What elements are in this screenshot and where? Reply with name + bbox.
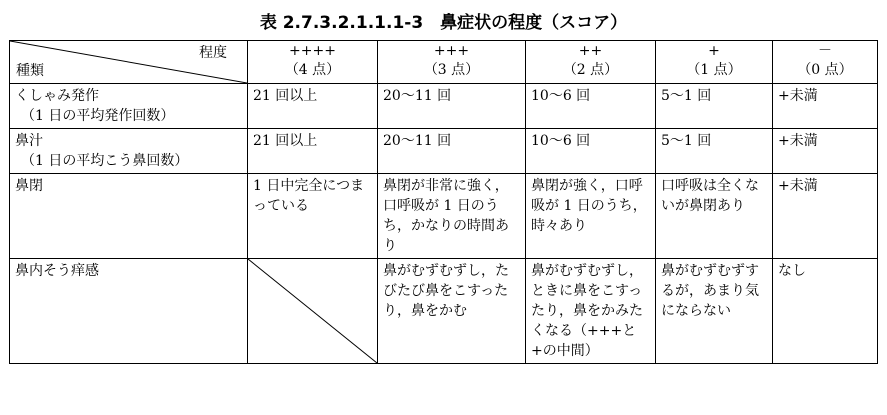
score-cell: 口呼吸は全くないが鼻閉あり [656, 174, 773, 259]
score-cell: +未満 [773, 129, 878, 174]
level-header-cell [773, 41, 878, 84]
score-cell: 21 回以上 [248, 84, 378, 129]
table-row-nasal-congestion [10, 174, 878, 259]
level-symbol: +++ [433, 43, 470, 59]
corner-label-type: 種類 [16, 63, 44, 79]
level-symbol: ++ [578, 43, 603, 59]
not-applicable-cell [248, 259, 378, 364]
row-label-cell [10, 84, 248, 129]
score-cell: 10～6 回 [526, 129, 656, 174]
score-cell: 鼻がむずむずするが，あまり気にならない [656, 259, 773, 364]
corner-header-cell [10, 41, 248, 84]
score-cell: 5～1 回 [656, 129, 773, 174]
diagonal-slash [248, 259, 377, 363]
table-row-nasal-itching [10, 259, 878, 364]
score-cell: 鼻閉が非常に強く，口呼吸が 1 日のうち，かなりの時間あり [378, 174, 526, 259]
score-cell: なし [773, 259, 878, 364]
row-label-cell [10, 174, 248, 259]
level-symbol: － [818, 43, 832, 59]
score-cell: 20～11 回 [378, 129, 526, 174]
header-row [10, 41, 878, 84]
score-cell: 21 回以上 [248, 129, 378, 174]
level-header-cell [656, 41, 773, 84]
score-cell: +未満 [773, 84, 878, 129]
level-points: （2 点） [562, 62, 619, 78]
score-cell: 1 日中完全につまっている [248, 174, 378, 259]
level-points: （0 点） [797, 62, 853, 78]
row-label-cell [10, 129, 248, 174]
score-cell: 鼻がむずむずし，ときに鼻をこすったり，鼻をかみたくなる（+++と+の中間） [526, 259, 656, 364]
level-header-cell [248, 41, 378, 84]
level-points: （1 点） [686, 62, 742, 78]
score-cell: 5～1 回 [656, 84, 773, 129]
score-cell: 20～11 回 [378, 84, 526, 129]
level-symbol: ++++ [289, 43, 336, 59]
table-row-sneezing [10, 84, 878, 129]
row-label-cell [10, 259, 248, 364]
table-title: 表 2.7.3.2.1.1.1-3 鼻症状の程度（スコア） [259, 13, 628, 33]
level-header-cell [378, 41, 526, 84]
level-symbol: + [708, 43, 720, 59]
level-points: （4 点） [284, 62, 341, 78]
level-points: （3 点） [423, 62, 480, 78]
corner-label-degree: 程度 [199, 45, 227, 61]
nasal-symptom-score-table [9, 40, 878, 364]
level-header-cell [526, 41, 656, 84]
table-row-rhinorrhea [10, 129, 878, 174]
score-cell: 鼻がむずむずし，たびたび鼻をこすったり，鼻をかむ [378, 259, 526, 364]
score-cell: 10～6 回 [526, 84, 656, 129]
row-sublabel: （1 日の平均こう鼻回数） [21, 153, 189, 169]
row-sublabel: （1 日の平均発作回数） [21, 108, 175, 124]
score-cell: +未満 [773, 174, 878, 259]
row-label: 鼻内そう痒感 [15, 263, 99, 279]
row-label: くしゃみ発作 [15, 88, 99, 104]
score-cell: 鼻閉が強く，口呼吸が 1 日のうち，時々あり [526, 174, 656, 259]
row-label: 鼻閉 [15, 178, 43, 194]
row-label: 鼻汁 [15, 133, 43, 149]
